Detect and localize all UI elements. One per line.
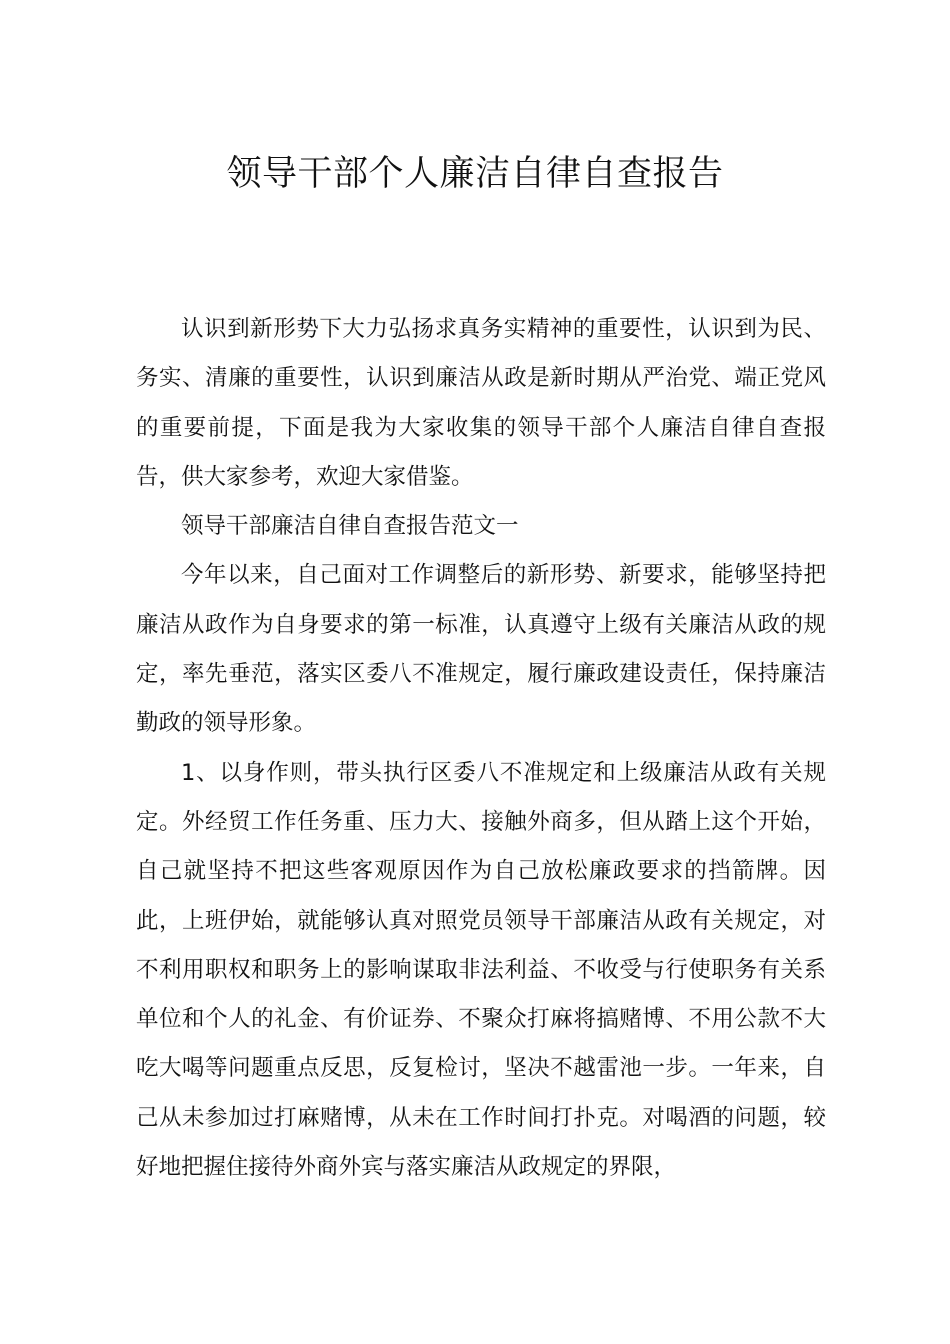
document-title: 领导干部个人廉洁自律自查报告 <box>226 154 724 194</box>
body-paragraph: 今年以来，自己面对工作调整后的新形势、新要求，能够坚持把廉洁从政作为自身要求的第一标准，认真遵守上级有关廉洁从政的规定，率先垂范，落实区委八不准规定，履行廉政建设责任，保持廉洁勤政的领导形象。 <box>136 562 826 737</box>
section-heading: 领导干部廉洁自律自查报告范文一 <box>181 513 519 540</box>
body-paragraph: 1、以身作则，带头执行区委八不准规定和上级廉洁从政有关规定。外经贸工作任务重、压力大、接触外商多，但从踏上这个开始，自己就坚持不把这些客观原因作为自己放松廉政要求的挡箭牌。因此，上班伊始，就能够认真对照党员领导干部廉洁从政有关规定，对不利用职权和职务上的影响谋取非法利益、不收受与行使职务有关系单位和个人的礼金、有价证券、不聚众打麻将搞赌博、不用公款不大吃大喝等问题重点反思，反复检讨，坚决不越雷池一步。一年来，自己从未参加过打麻赌博，从未在工作时间打扑克。对喝酒的问题，较好地把握住接待外商外宾与落实廉洁从政规定的界限， <box>136 759 826 1181</box>
intro-paragraph: 认识到新形势下大力弘扬求真务实精神的重要性，认识到为民、务实、清廉的重要性，认识到廉洁从政是新时期从严治党、端正党风的重要前提，下面是我为大家收集的领导干部个人廉洁自律自查报告，供大家参考，欢迎大家借鉴。 <box>136 316 826 490</box>
document-body <box>136 305 826 1192</box>
